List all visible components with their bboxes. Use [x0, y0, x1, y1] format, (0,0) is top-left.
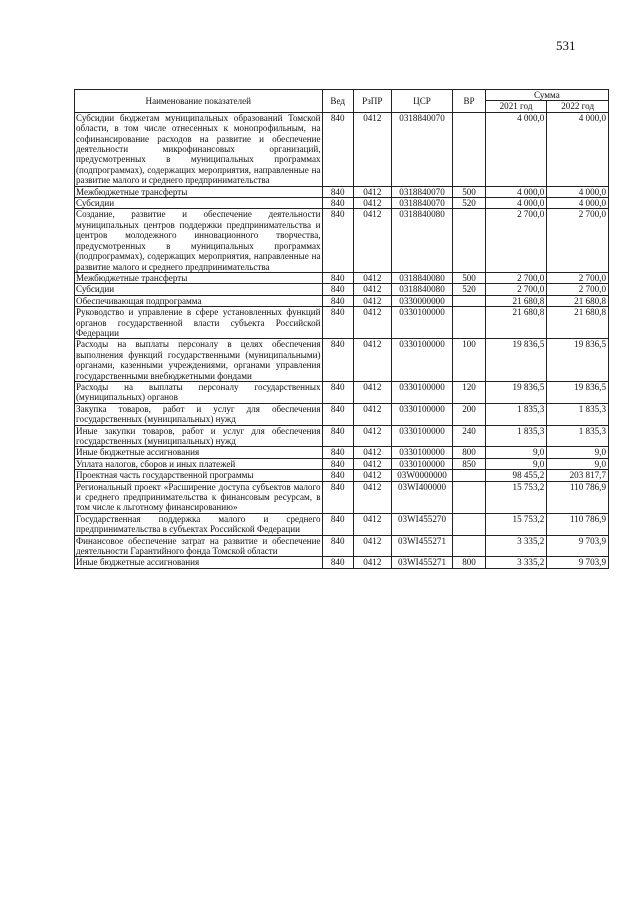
cell-vr: 500 [453, 272, 485, 283]
cell-vr [453, 470, 485, 481]
cell-name: Иные закупки товаров, работ и услуг для обеспечения государственных (муниципальных) нужд [76, 425, 321, 446]
header-ved: Вед [322, 90, 353, 113]
cell-vr: 100 [453, 339, 485, 382]
cell-sum-2022: 9 703,9 [547, 557, 609, 568]
cell-sum-2022: 2 700,0 [547, 209, 609, 272]
cell-name: Иные бюджетные ассигнования [75, 557, 323, 568]
cell-rzpr: 0412 [353, 198, 391, 209]
cell-rzpr: 0412 [353, 295, 391, 306]
cell-name: Руководство и управление в сфере установленных функций органов государственной власти субъекта Российской Федерации [76, 307, 321, 338]
cell-rzpr: 0412 [353, 209, 391, 272]
cell-rzpr: 0412 [353, 381, 391, 403]
cell-sum-2022: 21 680,8 [547, 307, 609, 339]
cell-sum-2021: 2 700,0 [485, 209, 547, 272]
cell-ved: 840 [322, 481, 353, 513]
cell-csr: 0330100000 [391, 339, 453, 382]
table-body [75, 112, 609, 568]
cell-sum-2022: 9,0 [547, 458, 609, 469]
table-row [75, 481, 609, 513]
cell-sum-2021: 4 000,0 [485, 186, 547, 197]
header-year-2022: 2022 год [547, 101, 609, 112]
table-row [75, 307, 609, 339]
cell-ved: 840 [322, 198, 353, 209]
cell-name: Создание, развитие и обеспечение деятельности муниципальных центров поддержки предпринимательства и центров молодежного инновационного творчества, предусмотренных в муниципальных программах (подпрограммах), содержащих мероприятия, направленные на развитие малого и среднего предпринимательства [76, 209, 321, 272]
cell-rzpr: 0412 [353, 447, 391, 458]
cell-rzpr: 0412 [353, 425, 391, 447]
cell-vr [453, 481, 485, 513]
cell-name: Уплата налогов, сборов и иных платежей [75, 458, 323, 469]
header-rzpr: РзПР [353, 90, 391, 113]
cell-csr: 0330100000 [391, 307, 453, 339]
table-row [75, 470, 609, 481]
cell-sum-2022: 110 786,9 [547, 481, 609, 513]
cell-rzpr: 0412 [353, 458, 391, 469]
table-row [75, 513, 609, 535]
cell-sum-2021: 9,0 [485, 447, 547, 458]
cell-vr: 500 [453, 186, 485, 197]
header-sum: Сумма [485, 90, 608, 101]
page-number: 531 [556, 38, 576, 53]
cell-sum-2021: 3 335,2 [485, 557, 547, 568]
table-row [75, 381, 609, 403]
cell-rzpr: 0412 [353, 535, 391, 557]
cell-vr: 800 [453, 447, 485, 458]
cell-name: Межбюджетные трансферты [75, 186, 323, 197]
cell-name: Государственная поддержка малого и среднего предпринимательства в субъектах Российской Федерации [76, 513, 321, 535]
cell-sum-2022: 9,0 [547, 447, 609, 458]
header-year-2021: 2021 год [485, 101, 547, 112]
cell-csr: 0318840080 [391, 209, 453, 272]
table-row [75, 425, 609, 447]
table-row [75, 403, 609, 425]
cell-rzpr: 0412 [353, 481, 391, 513]
cell-sum-2022: 9 703,9 [547, 535, 609, 557]
cell-vr [453, 513, 485, 535]
cell-csr: 0318840080 [391, 272, 453, 283]
cell-ved: 840 [322, 557, 353, 568]
cell-vr: 850 [453, 458, 485, 469]
cell-sum-2022: 21 680,8 [547, 295, 609, 306]
cell-sum-2022: 203 817,7 [547, 470, 609, 481]
cell-ved: 840 [322, 307, 353, 339]
cell-sum-2021: 9,0 [485, 458, 547, 469]
cell-sum-2021: 19 836,5 [485, 381, 547, 403]
cell-sum-2021: 98 455,2 [485, 470, 547, 481]
cell-vr [453, 295, 485, 306]
cell-rzpr: 0412 [353, 307, 391, 339]
cell-rzpr: 0412 [353, 284, 391, 295]
cell-name: Расходы на выплаты персоналу в целях обеспечения выполнения функций государственными (муниципальными) органами, казенными учреждениями, органами управления государственными внебюджетными фондами [76, 339, 321, 381]
cell-name: Иные бюджетные ассигнования [75, 447, 323, 458]
cell-rzpr: 0412 [353, 470, 391, 481]
table-header [75, 90, 609, 113]
table-row [75, 339, 609, 382]
header-vr: ВР [453, 90, 485, 113]
cell-rzpr: 0412 [353, 186, 391, 197]
cell-ved: 840 [322, 535, 353, 557]
cell-sum-2021: 21 680,8 [485, 295, 547, 306]
cell-sum-2022: 1 835,3 [547, 425, 609, 447]
table-row [75, 458, 609, 469]
cell-vr: 240 [453, 425, 485, 447]
cell-csr: 03W0000000 [391, 470, 453, 481]
cell-vr: 120 [453, 381, 485, 403]
cell-name: Финансовое обеспечение затрат на развитие и обеспечение деятельности Гарантийного фонда Томской области [76, 535, 321, 557]
cell-sum-2021: 21 680,8 [485, 307, 547, 339]
cell-csr: 03WI400000 [391, 481, 453, 513]
table-row [75, 186, 609, 197]
cell-rzpr: 0412 [353, 513, 391, 535]
cell-csr: 03WI455271 [391, 535, 453, 557]
cell-sum-2022: 2 700,0 [547, 272, 609, 283]
cell-name: Межбюджетные трансферты [75, 272, 323, 283]
cell-vr: 800 [453, 557, 485, 568]
cell-vr: 200 [453, 403, 485, 425]
cell-vr [453, 307, 485, 339]
cell-ved: 840 [322, 513, 353, 535]
cell-ved: 840 [322, 425, 353, 447]
cell-name: Проектная часть государственной программы [75, 470, 323, 481]
cell-rzpr: 0412 [353, 403, 391, 425]
cell-name: Обеспечивающая подпрограмма [75, 295, 323, 306]
table-row [75, 112, 609, 186]
cell-ved: 840 [322, 339, 353, 382]
cell-ved: 840 [322, 458, 353, 469]
cell-sum-2022: 110 786,9 [547, 513, 609, 535]
cell-vr: 520 [453, 284, 485, 295]
cell-vr [453, 112, 485, 186]
cell-csr: 0318840070 [391, 198, 453, 209]
cell-rzpr: 0412 [353, 557, 391, 568]
cell-sum-2021: 19 836,5 [485, 339, 547, 382]
cell-name: Расходы на выплаты персоналу государственных (муниципальных) органов [76, 381, 321, 403]
cell-ved: 840 [322, 447, 353, 458]
cell-csr: 0330100000 [391, 447, 453, 458]
cell-rzpr: 0412 [353, 339, 391, 382]
cell-sum-2022: 4 000,0 [547, 186, 609, 197]
cell-csr: 03WI455271 [391, 557, 453, 568]
cell-csr: 0330100000 [391, 381, 453, 403]
cell-sum-2021: 4 000,0 [485, 198, 547, 209]
cell-ved: 840 [322, 403, 353, 425]
cell-csr: 0318840080 [391, 284, 453, 295]
budget-table [74, 89, 609, 569]
cell-name: Закупка товаров, работ и услуг для обеспечения государственных (муниципальных) нужд [76, 403, 321, 425]
table-row [75, 295, 609, 306]
cell-ved: 840 [322, 112, 353, 186]
cell-sum-2022: 2 700,0 [547, 284, 609, 295]
cell-csr: 0330100000 [391, 458, 453, 469]
cell-vr: 520 [453, 198, 485, 209]
cell-sum-2021: 15 753,2 [485, 481, 547, 513]
cell-sum-2022: 19 836,5 [547, 381, 609, 403]
table-row [75, 447, 609, 458]
cell-ved: 840 [322, 186, 353, 197]
cell-sum-2022: 19 836,5 [547, 339, 609, 382]
cell-sum-2022: 4 000,0 [547, 112, 609, 186]
cell-vr [453, 535, 485, 557]
cell-name: Субсидии бюджетам муниципальных образований Томской области, в том числе отнесенных к монопрофильным, на софинансирование расходов на развитие и обеспечение деятельности микрофинансовых организаций, предусмотренных в муниципальных программах (подпрограммах), содержащих мероприятия, направленные на развитие малого и среднего предпринимательства [76, 112, 321, 186]
table-row [75, 535, 609, 557]
header-name: Наименование показателей [75, 90, 323, 113]
cell-ved: 840 [322, 272, 353, 283]
cell-csr: 03WI455270 [391, 513, 453, 535]
cell-sum-2021: 4 000,0 [485, 112, 547, 186]
cell-sum-2021: 2 700,0 [485, 272, 547, 283]
cell-ved: 840 [322, 284, 353, 295]
cell-sum-2022: 4 000,0 [547, 198, 609, 209]
cell-sum-2021: 3 335,2 [485, 535, 547, 557]
cell-vr [453, 209, 485, 272]
header-csr: ЦСР [391, 90, 453, 113]
cell-sum-2021: 2 700,0 [485, 284, 547, 295]
cell-csr: 0330000000 [391, 295, 453, 306]
cell-ved: 840 [322, 381, 353, 403]
cell-csr: 0318840070 [391, 186, 453, 197]
cell-csr: 0330100000 [391, 425, 453, 447]
cell-csr: 0330100000 [391, 403, 453, 425]
table-row [75, 209, 609, 272]
table-row [75, 272, 609, 283]
cell-sum-2021: 1 835,3 [485, 403, 547, 425]
cell-name: Региональный проект «Расширение доступа субъектов малого и среднего предпринимательства к финансовым ресурсам, в том числе к льготному финансированию» [76, 481, 321, 513]
cell-csr: 0318840070 [391, 112, 453, 186]
table-row [75, 557, 609, 568]
cell-ved: 840 [322, 209, 353, 272]
cell-name: Субсидии [75, 198, 323, 209]
cell-ved: 840 [322, 470, 353, 481]
cell-rzpr: 0412 [353, 112, 391, 186]
cell-sum-2022: 1 835,3 [547, 403, 609, 425]
cell-sum-2021: 1 835,3 [485, 425, 547, 447]
cell-rzpr: 0412 [353, 272, 391, 283]
table-row [75, 284, 609, 295]
cell-name: Субсидии [75, 284, 323, 295]
cell-sum-2021: 15 753,2 [485, 513, 547, 535]
cell-ved: 840 [322, 295, 353, 306]
table-row [75, 198, 609, 209]
